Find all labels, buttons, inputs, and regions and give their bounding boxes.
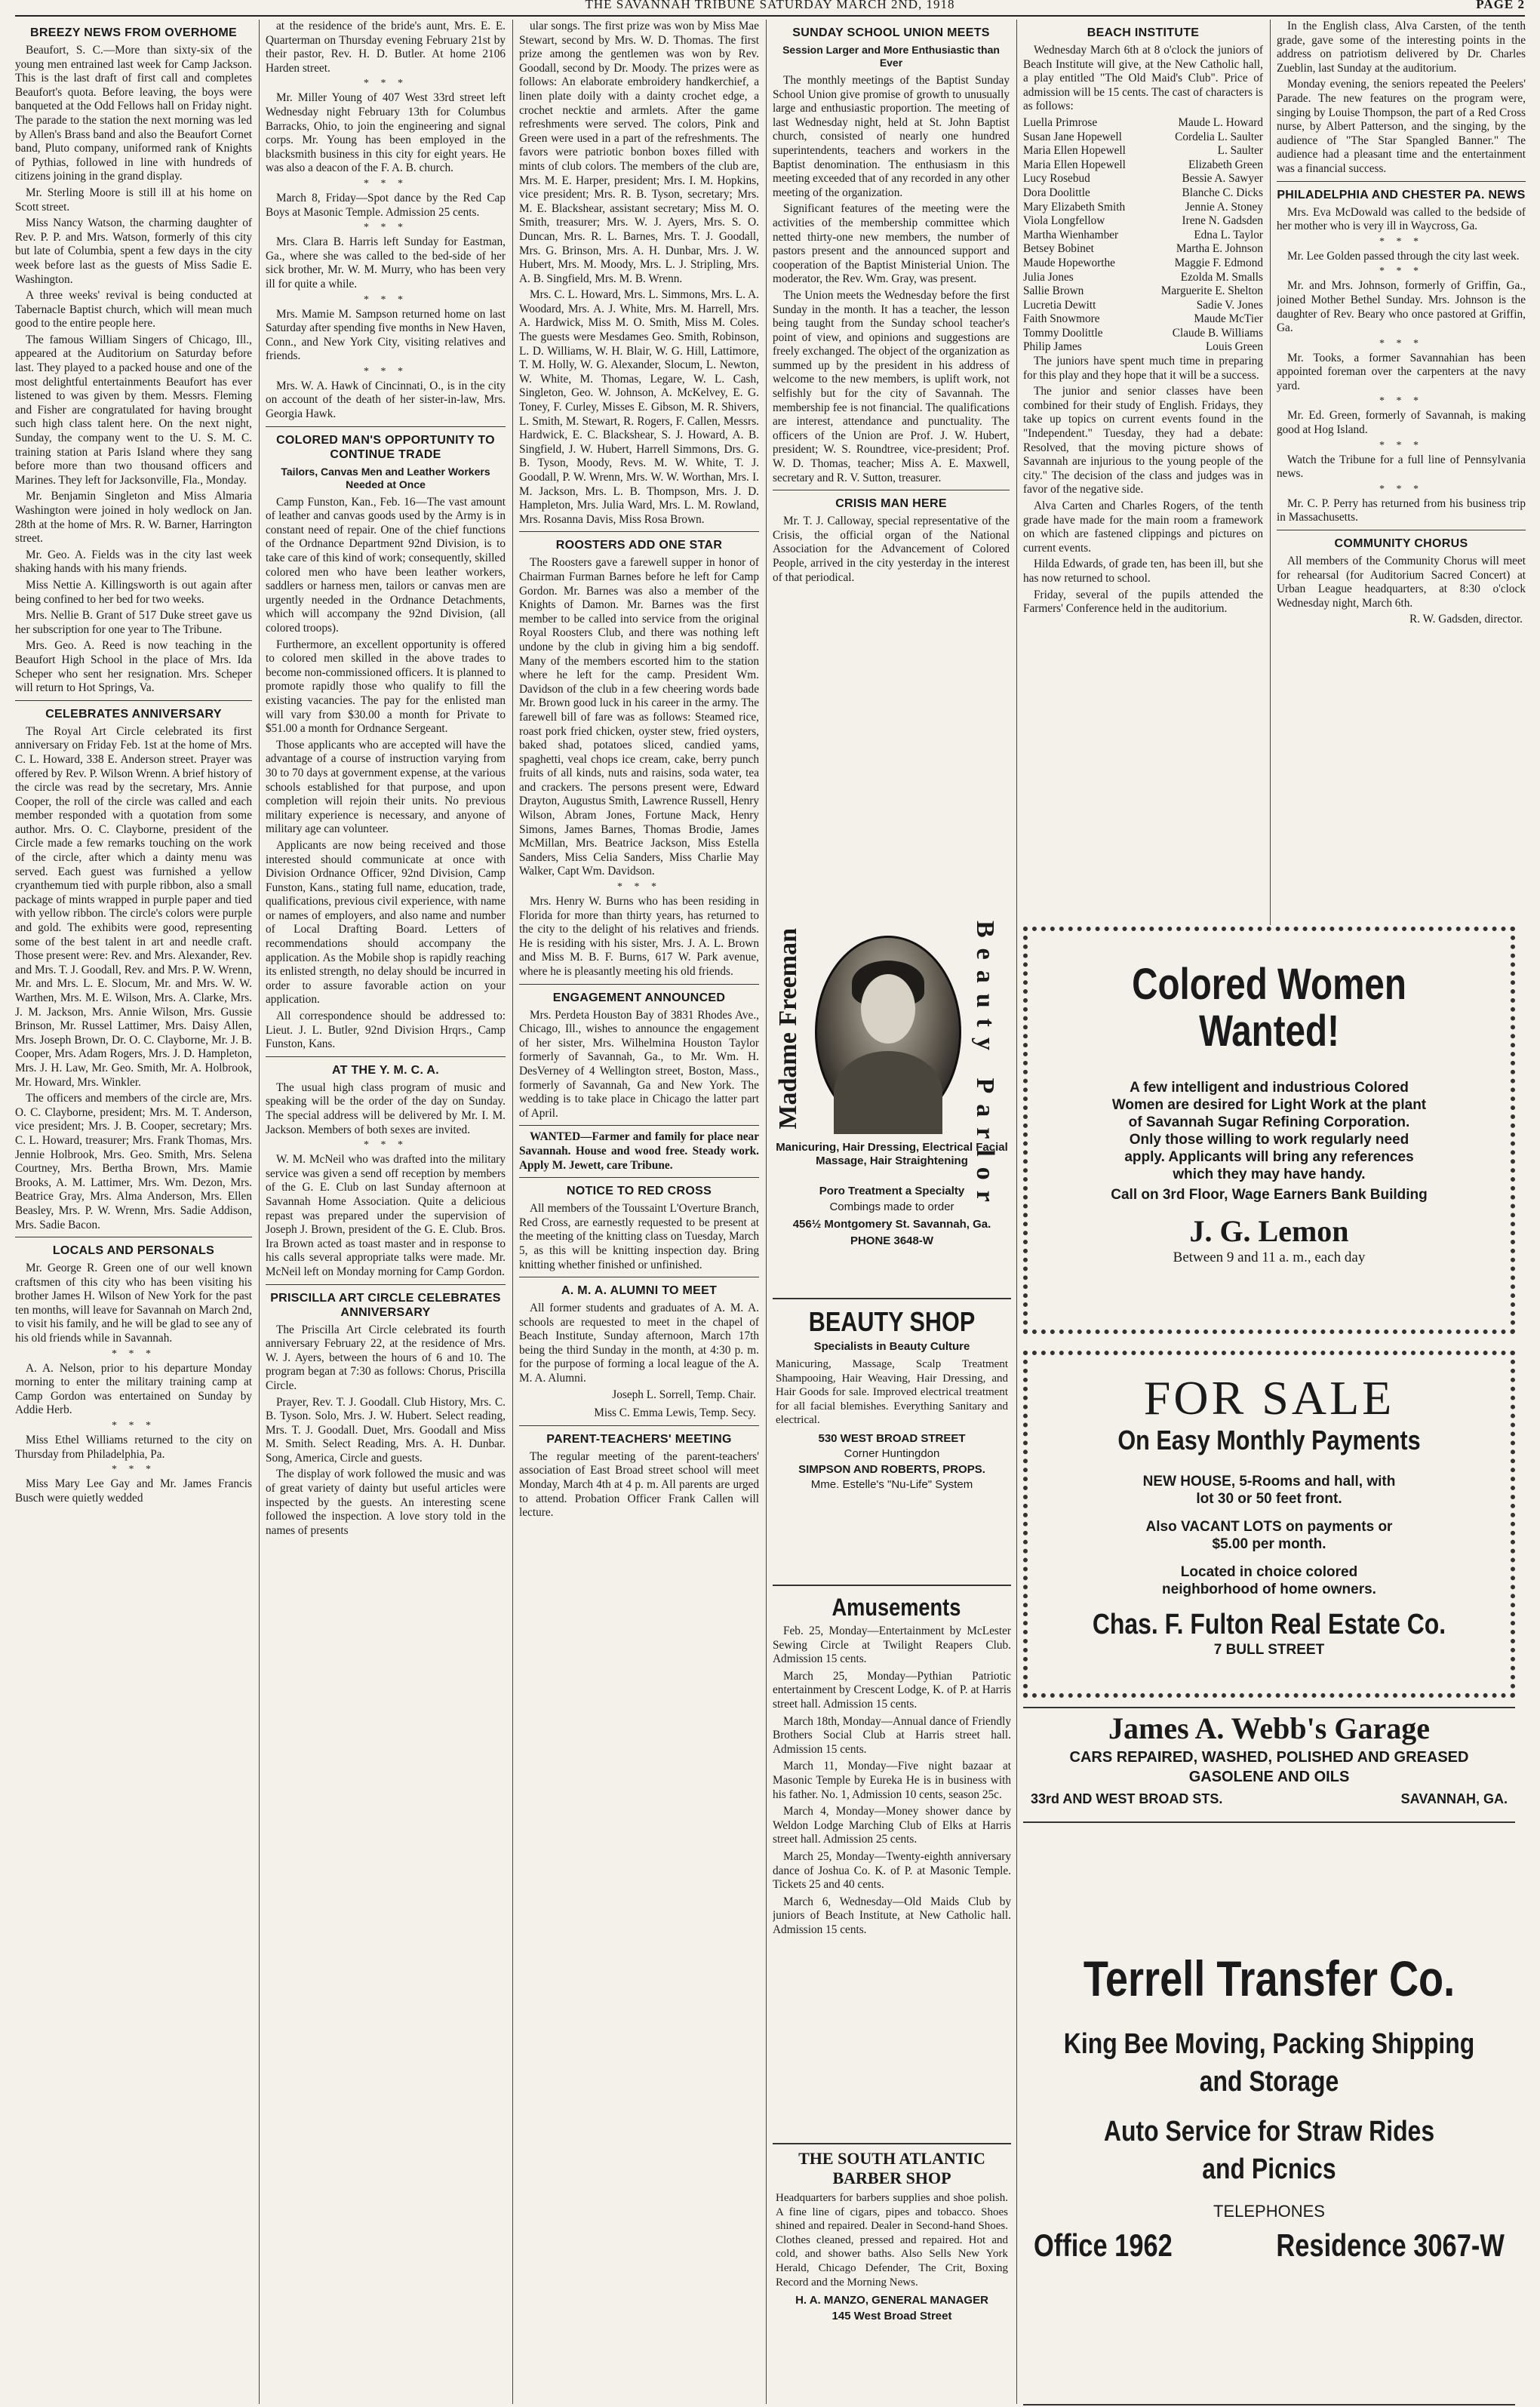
for-sale-name: Chas. F. Fulton Real Estate Co.: [1092, 1609, 1446, 1640]
cast-row: [1023, 257, 1263, 271]
article-paragraph: Mr. and Mrs. Johnson, formerly of Griffin, Ga., joined Mother Bethel Sunday. Mrs. Johnson is the daughter of Rev. Beary who once pastored at Griffin, Ga.: [1277, 279, 1526, 335]
cast-row: [1023, 172, 1263, 186]
colored-women-title1: Colored Women: [1132, 960, 1406, 1009]
cast-role: Philip James: [1023, 340, 1082, 354]
item-separator: * * *: [1379, 483, 1423, 495]
cast-role: Betsey Bobinet: [1023, 242, 1094, 256]
article-paragraph: Alva Carten and Charles Rogers, of the tenth grade have made for the main room a framework on which are fastened clippings and pictures on current events.: [1023, 500, 1263, 555]
cast-role: Susan Jane Hopewell: [1023, 130, 1122, 143]
article-paragraph: The juniors have spent much time in preparing for this play and they hope that it will be a success.: [1023, 355, 1263, 382]
item-separator: * * *: [112, 1420, 155, 1432]
article-paragraph: The Priscilla Art Circle celebrated its fourth anniversary February 22, at the residence of Mrs. W. J. Ayers, between the hours of 6 and 10. The program began at 7:30 as follows: Chorus, Priscilla Circle.: [266, 1323, 506, 1392]
cast-actor: Maude L. Howard: [1178, 115, 1263, 129]
column-divider: [512, 20, 513, 2404]
terrell-transfer-ad: [1023, 1829, 1515, 2405]
colored-women-wanted-ad: [1023, 927, 1515, 1334]
cast-row: [1023, 186, 1263, 201]
for-sale-ad: [1023, 1351, 1515, 1698]
article-paragraph: ular songs. The first prize was won by Miss Mae Stewart, second by Mrs. W. D. Thomas. The first prize among the gentlemen was won by Rev. Goodall, second by Dr. Moody. The prizes were as follows: An elaborate embroidery handkerchief, a linen plate doily with a dainty crochet edge, a crochet necktie and armlets. After the game refreshments were served. The colors, Pink and Green were used in a part of the refreshments. The favors were patriotic bonbon boxes filled with mints of club colors. The members of the club are, Mrs. M. E. Harper, president; Mrs. I. M. Hopkins, vice president; Mrs. R. B. Tyson, secretary; Mrs. M. E. Blackshear, assistant secretary; Miss M. O. Smith, treasurer; Mrs. W. J. Ayers, Mrs. S. O. Duncan, Mrs. R. L. Barnes, Mrs. T. J. Goodall, Mrs. G. Brinson, Mrs. A. H. Dunbar, Mrs. J. W. Hubert, Mrs. M. Moody, Mrs. L. J. Stripling, Mrs. A. B. Singfield, Mrs. M. B. Wrenn.: [519, 20, 759, 285]
for-sale-sub: On Easy Monthly Payments: [1117, 1425, 1421, 1456]
beauty-parlor-ad: [773, 905, 1011, 1299]
cast-row: [1023, 131, 1263, 145]
amusement-item: Feb. 25, Monday—Entertainment by McLester Sewing Circle at Twilight Reapers Club. Admission 15 cents.: [773, 1625, 1011, 1666]
beauty-parlor-combs: Combings made to order: [829, 1200, 954, 1213]
article-paragraph: March 8, Friday—Spot dance by the Red Cap Boys at Masonic Temple. Admission 25 cents.: [266, 191, 506, 219]
article-paragraph: The display of work followed the music and was of great variety of dainty but useful articles were inspected by the guests. An interesting scene followed the inspection. A love story told in the names of presents: [266, 1468, 506, 1537]
article-paragraph: The Royal Art Circle celebrated its first anniversary on Friday Feb. 1st at the home of Mrs. C. L. Howard, 338 E. Anderson street. Prayer was offered by Rev. P. Wilson Wrenn. A brief history of the circle was read by the secretary, Mrs. Annie Cooper, the roll of the circle was called and each member responded with a quotation from some author. Mrs. O. C. Clayborne, president of the Circle made a few remarks touching on the work of the circle, after which a dainty menu was served. Each guest was furnished a yellow cryanthemum tied with purple ribbon, also a small package of mints wrapped in purple paper and tied with yellow ribbon. The circle's colors were purple and gold. The exhibits were good, representing some of the best talent in art and needle craft. Those present were: Rev. and Mrs. Alexander, Rev. and Mrs. T. J. Goodall, Rev. and Mrs. P. W. Wrenn, Mr. and Mrs. L. E. Slocum, Mr. and Mrs. W. W. Warthen, Mrs. M. E. Wilson, Mrs. A. Clarke, Mrs. J. M. Jackson, Mrs. Annie Wilson, Mrs. Gussie Brinson, Mr. Russel Lattimer, Mrs. Daisy Allen, Mrs. Joseph Brown, Dr. O. C. Clayborne, Mr. J. B. Cooper, Mrs. Adam Rogers, Mrs. J. D. Hampleton, Mrs. J. H. Law, Mr. Geo. Smith, Mr. A. Holbrook, Mr. Howard, Mrs. Winkler.: [15, 724, 252, 1089]
barber-shop-manager: H. A. MANZO, GENERAL MANAGER: [795, 2294, 988, 2307]
barber-shop-address: 145 West Broad Street: [831, 2310, 952, 2323]
article-paragraph: Hilda Edwards, of grade ten, has been ill, but she has now returned to school.: [1023, 558, 1263, 585]
garage-address-right: SAVANNAH, GA.: [1400, 1791, 1508, 1806]
article-headline: CELEBRATES ANNIVERSARY: [45, 707, 222, 721]
for-sale-address: 7 BULL STREET: [1213, 1642, 1325, 1658]
article-paragraph: All former students and graduates of A. M. A. schools are requested to meet in the chapel of Beach Institute, Sunday afternoon, March 17th being the third Sunday in the month, at 4:30 p. m. for the purpose of forming a local league of the A. M. A. Alumni.: [519, 1302, 759, 1385]
cast-role: Maria Ellen Hopewell: [1023, 158, 1126, 171]
cast-role: Viola Longfellow: [1023, 214, 1105, 228]
cast-role: Maria Ellen Hopewell: [1023, 144, 1126, 158]
cast-row: [1023, 242, 1263, 257]
amusement-item: March 4, Monday—Money shower dance by Weldon Lodge Marching Club of Elks at Harris street hall. Admission 25 cents.: [773, 1805, 1011, 1846]
section-rule: [266, 1284, 506, 1285]
article-paragraph: Mr. T. J. Calloway, special representative of the Crisis, the official organ of the National Association for the Advancement of Colored People, arrived in the city yesterday in the interest of that periodical.: [773, 515, 1010, 584]
column-divider: [1016, 905, 1017, 2404]
article-paragraph: The officers and members of the circle are, Mrs. O. C. Clayborne, president; Mrs. M. T. Anderson, vice president; Mrs. J. B. Cooper, secretary; Mrs. C. L. Howard, treasurer; Mrs. Frank Thomas, Mrs. Jennie Holbrook, Mrs. Geo. Smith, Mrs. Selena Courtney, Mrs. Bertha Brown, Mrs. Mamie Brooks, A. M. Lattimer, Mrs. Wm. Dezon, Mrs. Beatrice Gray, Mrs. Alma Anderson, Mrs. Ellen Beasley, Mrs. P. W. Wrenn, Mrs. Sadie Addison, Mrs. Sadie Bacon.: [15, 1092, 252, 1231]
cast-role: Maude Hopeworthe: [1023, 256, 1115, 269]
item-separator: * * *: [364, 177, 407, 189]
section-rule: [266, 1056, 506, 1057]
cast-role: Sallie Brown: [1023, 284, 1084, 298]
article-paragraph: Mrs. Mamie M. Sampson returned home on last Saturday after spending five months in New Haven, Conn., and New York City, visiting relatives and friends.: [266, 307, 506, 363]
article-paragraph: All members of the Community Chorus will meet for rehearsal (for Auditorium Sacred Concert) at Urban League headquarters, at 8:30 o'clock Wednesday night, March 6th.: [1277, 555, 1526, 610]
cast-role: Lucretia Dewitt: [1023, 298, 1096, 312]
cast-actor: Ezolda M. Smalls: [1180, 270, 1263, 284]
cast-row: [1023, 299, 1263, 313]
signature-line: Joseph L. Sorrell, Temp. Chair.: [612, 1388, 756, 1401]
cast-row: [1023, 271, 1263, 285]
amusement-item: March 25, Monday—Pythian Patriotic entertainment by Crescent Lodge, K. of P. at Harris street hall. Admission 15 cents.: [773, 1669, 1011, 1711]
beauty-shop-body: Manicuring, Massage, Scalp Treatment Shampooing, Hair Weaving, Hair Dressing, and Hair Goods for sale. Improved electrical treatment for all facial blemishes. Everything Sanitary and electrical.: [776, 1358, 1008, 1427]
column-divider: [1270, 20, 1271, 925]
masthead-line: THE SAVANNAH TRIBUNE SATURDAY MARCH 2ND, 1918: [585, 0, 955, 11]
cast-row: [1023, 214, 1263, 229]
article-paragraph: Furthermore, an excellent opportunity is offered to colored men skilled in the above trades to become non-commissioned officers. It is planned to promote rapidly those who qualify to fill the existing vacancies. The pay for the enlisted man will vary from $30.00 a month for Private to $51.00 a month for Ordnance Sergeant.: [266, 638, 506, 736]
item-separator: * * *: [112, 1348, 155, 1360]
article-paragraph: Friday, several of the pupils attended the Farmers' Conference held in the auditorium.: [1023, 588, 1263, 616]
article-paragraph: Mrs. Nellie B. Grant of 517 Duke street gave us her subscription for one year to The Tribune.: [15, 609, 252, 636]
article-paragraph: W. M. McNeil who was drafted into the military service was given a send off reception by members of the G. E. Club on last Sunday afternoon at Savannah Home Association. Quite a delicious repast was prepared under the supervision of Joseph J. Brown, president of the G. E. Club. Bros. Ira Brown acted as toast master and in response to his calls several appropriate talks were made. Mr. McNeil left on Monday morning for Camp Gordon.: [266, 1153, 506, 1278]
article-paragraph: Mr. Benjamin Singleton and Miss Almaria Washington were joined in holy wedlock on Jan. 28th at the home of Mrs. R. W. Barner, Harrington street.: [15, 490, 252, 546]
article-paragraph: Applicants are now being received and those interested should communicate at once with Division Ordnance Officer, 92nd Division, Camp Funston, Kans., stating full name, education, trade, qualifications, previous civil experience, with name or names of employers, and also name and number of Local Drafting Board. Letters of recommendations should accompany the application. As the Mobile shop is rapidly reaching its enlisted strength, no delay should be incurred in order to assure favorable action on your application.: [266, 838, 506, 1007]
article-paragraph: Mr. C. P. Perry has returned from his business trip in Massachusetts.: [1277, 496, 1526, 524]
section-rule: [519, 984, 759, 985]
section-rule: [519, 1425, 759, 1426]
article-paragraph: Mrs. Eva McDowald was called to the bedside of her mother who is very ill in Waycross, Ga.: [1277, 205, 1526, 233]
article-headline: COLORED MAN'S OPPORTUNITY TO CONTINUE TRADE: [276, 433, 495, 461]
article-headline: COMMUNITY CHORUS: [1334, 537, 1468, 551]
garage-sub2: GASOLENE AND OILS: [1188, 1769, 1350, 1785]
cast-row: [1023, 116, 1263, 131]
column-5: [1023, 20, 1263, 925]
beauty-shop-props: SIMPSON AND ROBERTS, PROPS.: [798, 1462, 985, 1476]
beauty-parlor-title: Beauty Parlor: [971, 921, 999, 1213]
article-paragraph: Beaufort, S. C.—More than sixty-six of the young men entrained last week for Camp Jackson. This is the last draft of first call and completes Beaufort's quota. Before leaving, the boys were banqueted at the Odd Fellows hall on Friday night. The parade to the station the next morning was led by Allen's Brass band and also the Beaufort Cornet band, Pluto company, uniformed rank of Knights of Pythias, followed in line with hundreds of citizens joining in the grand display.: [15, 44, 252, 183]
article-headline: BEACH INSTITUTE: [1087, 26, 1200, 39]
article-paragraph: Miss Nancy Watson, the charming daughter of Rev. P. P. and Mrs. Watson, formerly of this city but late of Columbia, spent a few days in the city week before last as the guests of Miss Sadie E. Washington.: [15, 217, 252, 286]
article-paragraph: Mr. Sterling Moore is still ill at his home on Scott street.: [15, 186, 252, 214]
article-paragraph: A three weeks' revival is being conducted at Tabernacle Baptist church, which will mean much good to the entire people here.: [15, 289, 252, 330]
article-paragraph: Miss Nettie A. Killingsworth is out again after being confined to her bed for two weeks.: [15, 578, 252, 606]
column-6: [1277, 20, 1526, 925]
cast-row: [1023, 340, 1263, 355]
article-subheadline: Tailors, Canvas Men and Leather Workers Needed at Once: [281, 465, 490, 490]
cast-row: [1023, 229, 1263, 243]
item-separator: * * *: [364, 365, 407, 377]
beauty-shop-address: 530 WEST BROAD STREET: [818, 1431, 966, 1445]
article-paragraph: The Union meets the Wednesday before the first Sunday in the month. It has a teacher, the lesson being taught from the Sunday school teacher's point of view, and opinions and suggestions are freely exchanged. The object of the organization as summed up by the president in his address of welcome to the new members, is uplift work, not selfishly but for the city of Savannah. The membership fee is not financial. The qualifications are interest, attendance and punctuality. The officers of the Union are Prof. J. W. Hubert, president; W. S. Roundtree, vice-president; Prof. W. D. Thomas, teacher; Miss A. E. Maxwell, secretary and R. V. Sutton, treasurer.: [773, 288, 1010, 484]
cast-role: Dora Doolittle: [1023, 186, 1090, 199]
beauty-shop-corner: Corner Huntingdon: [844, 1446, 940, 1460]
madame-freeman-portrait: [815, 936, 961, 1129]
article-subheadline: Session Larger and More Enthusiastic than Ever: [782, 44, 1000, 69]
for-sale-house: NEW HOUSE, 5-Rooms and hall, with lot 30 or 50 feet front.: [1142, 1474, 1396, 1507]
column-2: [266, 20, 506, 2404]
article-paragraph: Mr. Lee Golden passed through the city last week.: [1287, 249, 1520, 263]
section-rule: [519, 1177, 759, 1178]
cast-role: Tommy Doolittle: [1023, 326, 1103, 340]
colored-women-hours: Between 9 and 11 a. m., each day: [1173, 1250, 1366, 1265]
article-headline: BREEZY NEWS FROM OVERHOME: [30, 26, 237, 39]
article-paragraph: Mr. Ed. Green, formerly of Savannah, is making good at Hog Island.: [1277, 409, 1526, 437]
cast-actor: Maude McTier: [1194, 312, 1263, 326]
article-paragraph: Monday evening, the seniors repeated the Peelers' Parade. The new features on the program were, singing by Louise Thompson, the part of a Red Cross nurse, by Albert Patterson, and the singing, by the audience of "The Star Spangled Banner." The audience had a pleasant time and the entertainment was a financial success.: [1277, 78, 1526, 175]
cast-actor: Blanche C. Dicks: [1182, 186, 1263, 199]
cast-role: Martha Wienhamber: [1023, 228, 1119, 241]
article-headline: ROOSTERS ADD ONE STAR: [555, 539, 723, 552]
terrell-office-phone: Office 1962: [1034, 2227, 1173, 2263]
item-separator: * * *: [617, 881, 661, 893]
beauty-shop-title: BEAUTY SHOP: [808, 1306, 976, 1337]
column-divider: [1016, 20, 1017, 970]
colored-women-name: J. G. Lemon: [1189, 1214, 1349, 1248]
beauty-shop-system: Mme. Estelle's "Nu-Life" System: [810, 1477, 973, 1491]
article-paragraph: Mrs. C. L. Howard, Mrs. L. Simmons, Mrs. L. A. Woodard, Mrs. A. J. White, Mrs. M. Harrell, Mrs. A. Hardwick, Miss M. O. Smith, Miss M. Coles. The guests were Mesdames Geo. Smith, Robinson, L. D. Williams, W. H. Blair, W. G. Hill, Lattimore, T. M. Holly, W. G. Alexander, Slocum, L. Newton, W. White, M. Thomas, Legare, W. L. Cash, Singleton, Geo. W. Johnson, A. McKelvey, E. G. Toney, F. Curley, Misses E. Gibson, M. R. Shivers, L. Smith, M. Stewart, R. Rogers, F. Callen, Messrs. Hardwick, E. C. Blackshear, S. J. Howard, A. B. Singfield, J. W. Hubert, Harrell Simmons, Drs. G. B. Tyson, Moody, Revs. M. W. White, T. J. Goodall, P. W. Wrenn, Mrs. W. W. Worthan, Mrs. I. M. Jackson, Mrs. L. B. Thompson, Mrs. J. D. Hampleton, Mrs. Julia Ward, Mrs. L. M. Rowland, Mrs. Rosanna Davis, Miss Rosa Brown.: [519, 288, 759, 526]
cast-row: [1023, 201, 1263, 215]
column-4: [773, 20, 1010, 902]
article-paragraph: Mr. Geo. A. Fields was in the city last week shaking hands with his many friends.: [15, 548, 252, 576]
barber-shop-body: Headquarters for barbers supplies and shoe polish. A fine line of cigars, pipes and tobacco. Shoes shined and repaired. Dealer in Second-hand Shoes. Clothes cleaned, pressed and repaired. Hot and cold, and shower baths. Also Sells New York Herald, Chicago Defender, The Crit, Boxing Record and the Morning News.: [776, 2192, 1008, 2289]
article-paragraph: Mr. Tooks, a former Savannahian has been appointed foreman over the carpenters at the navy yard.: [1277, 351, 1526, 392]
item-separator: * * *: [1379, 235, 1423, 247]
cast-row: [1023, 158, 1263, 173]
amusement-item: March 25, Monday—Twenty-eighth anniversary dance of Joshua Co. K. of P. at Masonic Temple. Tickets 25 and 40 cents.: [773, 1849, 1011, 1892]
cast-role: Faith Snowmore: [1023, 312, 1100, 326]
cast-role: Mary Elizabeth Smith: [1023, 200, 1126, 214]
article-headline: PRISCILLA ART CIRCLE CELEBRATES ANNIVERSARY: [270, 1291, 501, 1319]
item-separator: * * *: [1379, 337, 1423, 349]
cast-row: [1023, 144, 1263, 158]
beauty-parlor-method: Poro Treatment a Specialty: [819, 1185, 965, 1197]
colored-women-title2: Wanted!: [1199, 1007, 1339, 1056]
article-paragraph: The regular meeting of the parent-teachers' association of East Broad street school will meet Monday, March 4th at 4 p. m. All parents are urged to attend. Probation Officer Frank Callen will lecture.: [519, 1449, 759, 1520]
section-rule: [15, 700, 252, 701]
article-headline: LOCALS AND PERSONALS: [52, 1244, 215, 1258]
section-rule: [266, 426, 506, 427]
article-paragraph: WANTED—Farmer and family for place near Savannah. House and wood free. Steady work. Apply M. Jewett, care Tribune.: [519, 1130, 759, 1172]
cast-actor: Edna L. Taylor: [1194, 228, 1263, 241]
signature-line: Miss C. Emma Lewis, Temp. Secy.: [594, 1406, 756, 1420]
article-paragraph: Miss Ethel Williams returned to the city on Thursday from Philadelphia, Pa.: [15, 1434, 252, 1461]
beauty-parlor-services: Manicuring, Hair Dressing, Electrical Facial Massage, Hair Straightening: [776, 1141, 1008, 1167]
beauty-parlor-address: 456½ Montgomery St. Savannah, Ga.: [792, 1218, 991, 1231]
column-1: [15, 20, 252, 2404]
article-paragraph: All members of the Toussaint L'Overture Branch, Red Cross, are earnestly requested to be present at the meeting of the knitting class on Tuesday, March 5, as this will be knitting inspection day. Bring knitting whether finished or unfinished.: [519, 1202, 759, 1271]
cast-role: Lucy Rosebud: [1023, 172, 1090, 186]
section-rule: [519, 1125, 759, 1126]
cast-actor: Elizabeth Green: [1188, 158, 1263, 171]
cast-role: Luella Primrose: [1023, 115, 1098, 129]
cast-actor: Sadie V. Jones: [1196, 298, 1263, 312]
article-headline: A. M. A. ALUMNI TO MEET: [561, 1284, 718, 1298]
column-divider: [259, 20, 260, 2404]
amusements-section: [773, 1592, 1011, 2135]
webbs-garage-ad: [1023, 1707, 1515, 1823]
article-headline: PHILADELPHIA AND CHESTER PA. NEWS: [1277, 188, 1526, 201]
article-paragraph: Those applicants who are accepted will have the advantage of a course of instruction varying from 30 to 70 days at government expense, at the various schools established for that purpose, and upon completion will rejoin their units. No previous military experience is necessary, and anyone of military age can volunteer.: [266, 738, 506, 836]
article-paragraph: A. A. Nelson, prior to his departure Monday morning to enter the military training camp at Camp Gordon was entertained on Sunday by Addie Herb.: [15, 1361, 252, 1417]
terrell-line3: Auto Service for Straw Rides: [1103, 2116, 1435, 2147]
for-sale-located: Located in choice colored neighborhood of home owners.: [1162, 1564, 1376, 1597]
section-rule: [1277, 181, 1526, 182]
beauty-shop-sub: Specialists in Beauty Culture: [813, 1340, 970, 1353]
item-separator: * * *: [1379, 395, 1423, 407]
cast-actor: Maggie F. Edmond: [1174, 256, 1263, 269]
article-headline: SUNDAY SCHOOL UNION MEETS: [792, 26, 990, 39]
column-3: [519, 20, 759, 2404]
beauty-parlor-phone: PHONE 3648-W: [850, 1234, 934, 1247]
beauty-shop-ad: [773, 1305, 1011, 1586]
terrell-line2: and Storage: [1199, 2066, 1339, 2098]
item-separator: * * *: [364, 294, 407, 306]
terrell-title: Terrell Transfer Co.: [1083, 1950, 1455, 2006]
item-separator: * * *: [112, 1464, 155, 1476]
item-separator: * * *: [364, 1139, 407, 1151]
colored-women-body: A few intelligent and industrious Colored Women are desired for Light Work at the plant of Savannah Sugar Refining Corporation. Only those willing to work regularly need apply. Applicants will bring any references which they may have handy.: [1111, 1080, 1427, 1182]
colored-women-call: Call on 3rd Floor, Wage Earners Bank Building: [1111, 1187, 1428, 1203]
article-paragraph: The famous William Singers of Chicago, Ill., appeared at the Auditorium on Saturday before last. They played to a packed house and one of the most delightful entertainments Beaufort has ever listened to was given by them. Messrs. Fleming and Fisher are congratulated for having brought such high class talent here. On the next night, Sunday, the company went to the U. S. M. C. training station at Paris Island where they sang before more than two thousand officers and Marines. They left for Jacksonville, Fla., Monday.: [15, 333, 252, 487]
item-separator: * * *: [1379, 439, 1423, 451]
article-paragraph: All correspondence should be addressed to: Lieut. J. L. Butler, 92nd Division Hrqrs., Camp Funston, Kans.: [266, 1010, 506, 1051]
barber-shop-title: THE SOUTH ATLANTIC BARBER SHOP: [798, 2149, 985, 2187]
article-paragraph: Wednesday March 6th at 8 o'clock the juniors of Beach Institute will give, at the New Catholic hall, a play entitled "The Old Maid's Club". Price of admission will be 15 cents. The cast of characters is as follows:: [1023, 44, 1263, 113]
article-paragraph: Prayer, Rev. T. J. Goodall. Club History, Mrs. C. B. Tyson. Solo, Mrs. J. W. Hubert. Select reading, Mrs. T. J. Goodall. Duet, Mrs. Goodall and Miss M. Smith. Select Reading, Mrs. A. H. Dunbar. Song, America, Circle and guests.: [266, 1395, 506, 1465]
barber-shop-ad: [773, 2143, 1011, 2405]
item-separator: * * *: [1379, 266, 1423, 278]
cast-actor: Louis Green: [1205, 340, 1263, 354]
article-paragraph: In the English class, Alva Carsten, of the tenth grade, gave some of the interesting points in the address on patriotism delivered by Dr. Charles Zueblin, last Sunday at the auditorium.: [1277, 20, 1526, 75]
section-rule: [519, 531, 759, 532]
article-paragraph: Mrs. W. A. Hawk of Cincinnati, O., is in the city on account of the death of her sister-in-law, Mrs. Georgia Hawk.: [266, 379, 506, 421]
article-headline: PARENT-TEACHERS' MEETING: [546, 1432, 732, 1446]
article-headline: CRISIS MAN HERE: [835, 497, 947, 511]
cast-actor: Bessie A. Sawyer: [1182, 172, 1263, 186]
terrell-line1: King Bee Moving, Packing Shipping: [1063, 2028, 1475, 2060]
article-paragraph: The junior and senior classes have been combined for their study of English. Fridays, they take up topics on current events found in the "Independent." Tuesday, they had a debate: Resolved, that the moving picture shows of Savannah are injurious to the young people of the city." The decision of the class and judges was in favor of the negative side.: [1023, 385, 1263, 496]
cast-actor: Marguerite E. Shelton: [1160, 284, 1263, 298]
amusements-list: [773, 1625, 1011, 1937]
article-paragraph: Mrs. Perdeta Houston Bay of 3831 Rhodes Ave., Chicago, Ill., wishes to announce the engagement of her sister, Mrs. Wilhelmina Houston Taylor formerly of Savannah, Ga., to Mr. Wm. H. DesVerney of 4 Wellington street, Boston, Mass., formerly of Savannah, Ga and New York. The wedding is to take place in Chicago the latter part of April.: [519, 1008, 759, 1120]
article-paragraph: Mr. George R. Green one of our well known craftsmen of this city who has been visiting his brother James H. Wilson of New York for the past ten months, will leave for Savannah on March 2nd, to visit his family, and he will be glad to see any of his old friends while in Savannah.: [15, 1262, 252, 1345]
cast-row: [1023, 312, 1263, 327]
amusement-item: March 11, Monday—Five night bazaar at Masonic Temple by Eureka He is in business with his father. No. 1, Admission 10 cents, season 25c.: [773, 1760, 1011, 1801]
signature-line: R. W. Gadsden, director.: [1409, 613, 1523, 626]
cast-actor: Claude B. Williams: [1172, 326, 1263, 340]
article-paragraph: Significant features of the meeting were the activities of the membership committee which netted thirty-one new members, the number of pastors present and the announced support and cooperation of the Baptist Ministerial Union. The moderator, the Rev. Wm. Gray, was present.: [773, 202, 1010, 286]
article-paragraph: The Roosters gave a farewell supper in honor of Chairman Furman Barnes before he left for Camp Gordon. Mr. Barnes was also a member of the Knights of Damon. Mr. Barnes was the first member to be called into service from the original Royal Roosters Club, and there was nothing left undone by the club in giving him a big sendoff. Many of the members escorted him to the station where he left for the camp. President Wm. Davidson of the club in a few cheering words bade Mr. Brown good luck in his career in the army. The farewell bill of fare was as follows: Steamed rice, roast pork fried chicken, oyster stew, fried oysters, baked shad, potatoes sliced, candied yams, spaghetti, veal chops ice cream, cake, berry punch fruits of all kinds, nuts and raisins, soda water, tea and crackers. The persons present were, Edward Drayton, Augustus Smith, Lawrence Russell, Henry Wilson, Abram Jones, Fortune Mack, Henry Simons, James Barnes, Thomas Brodie, James McMillan, Mrs. Beatrice Jackson, Miss Estella Sanders, Miss Celia Sanders, Miss Charlie May Walker, Capt Wm. Davidson.: [519, 556, 759, 878]
cast-actor: Jennie A. Stoney: [1185, 200, 1263, 214]
terrell-telephones: TELEPHONES: [1213, 2202, 1325, 2221]
garage-title: James A. Webb's Garage: [1108, 1711, 1430, 1745]
cast-row: [1023, 284, 1263, 299]
amusement-item: March 6, Wednesday—Old Maids Club by juniors of Beach Institute, at New Catholic hall. Admission 15 cents.: [773, 1895, 1011, 1936]
cast-list: [1023, 116, 1263, 355]
article-paragraph: The monthly meetings of the Baptist Sunday School Union give promise of growth to unusually large and enthusiastic proportion. The meeting of last Wednesday night, held at St. John Baptist church, consisted of nearly one hundred superintendents, teachers and workers in the Baptist denomination. The enthusiasm in this meeting exceeded that of any recorded in any other meeting of the organization.: [773, 74, 1010, 199]
garage-sub1: CARS REPAIRED, WASHED, POLISHED AND GREASED: [1069, 1749, 1469, 1766]
cast-row: [1023, 327, 1263, 341]
article-paragraph: Camp Funston, Kan., Feb. 16—The vast amount of leather and canvas goods used by the Army is in constant need of repair. One of the chief functions of the Ordnance Department 92nd Division, is to take care of this kind of work; consequently, skilled colored men who have been leather workers, saddlers or harness men, tailors or canvas men are urgently needed in the Ordnance Detachments, which will accompany the 92nd Division, (all colored troops).: [266, 495, 506, 635]
article-headline: NOTICE TO RED CROSS: [566, 1185, 712, 1198]
terrell-residence-phone: Residence 3067-W: [1276, 2227, 1505, 2263]
page-number: PAGE 2: [1476, 0, 1525, 11]
column-divider: [766, 20, 767, 2404]
for-sale-lots: Also VACANT LOTS on payments or $5.00 per month.: [1145, 1519, 1393, 1552]
article-paragraph: The usual high class program of music and speaking will be the order of the day on Sunday. The special address will be delivered by Mr. I. M. Jackson. Members of both sexes are invited.: [266, 1081, 506, 1136]
article-paragraph: Mrs. Clara B. Harris left Sunday for Eastman, Ga., where she was called to the bed-side of her sick brother, Mr. W. M. Murry, who has been very ill for quite a while.: [266, 235, 506, 290]
article-paragraph: Mrs. Geo. A. Reed is now teaching in the Beaufort High School in the place of Mrs. Ida Scheper who sent her resignation. Mrs. Scheper will return to Hot Springs, Va.: [15, 639, 252, 695]
amusements-title: Amusements: [831, 1594, 961, 1621]
article-paragraph: Watch the Tribune for a full line of Pennsylvania news.: [1277, 453, 1526, 481]
article-paragraph: at the residence of the bride's aunt, Mrs. E. E. Quarterman on Thursday evening February 21st by their pastor, Rev. H. D. Butler. At home 2106 Harden street.: [266, 20, 506, 75]
cast-actor: Cordelia L. Saulter: [1175, 130, 1263, 143]
amusement-item: March 18th, Monday—Annual dance of Friendly Brothers Social Club at Harris street hall. Admission 15 cents.: [773, 1714, 1011, 1756]
beauty-parlor-name: Madame Freeman: [774, 928, 802, 1130]
cast-actor: Martha E. Johnson: [1176, 242, 1263, 256]
article-paragraph: Mrs. Henry W. Burns who has been residing in Florida for more than thirty years, has returned to the city to the delight of his relatives and friends. He is residing with his sister, Mrs. J. A. L. Brown and Miss M. B. F. Burns, 617 W. Park avenue, where he is pleasantly meeting his old friends.: [519, 895, 759, 978]
article-headline: ENGAGEMENT ANNOUNCED: [552, 991, 726, 1004]
cast-role: Julia Jones: [1023, 270, 1074, 284]
terrell-line4: and Picnics: [1202, 2153, 1336, 2185]
cast-actor: L. Saulter: [1217, 144, 1263, 158]
cast-actor: Irene N. Gadsden: [1182, 214, 1263, 228]
item-separator: * * *: [364, 78, 407, 90]
article-headline: AT THE Y. M. C. A.: [331, 1063, 439, 1077]
article-paragraph: Miss Mary Lee Gay and Mr. James Francis Busch were quietly wedded: [15, 1477, 252, 1505]
article-paragraph: Mr. Miller Young of 407 West 33rd street left Wednesday night February 13th for Columbus Barracks, Ohio, to join the engineering and signal corps. Mr. Young has been employed in the blacksmith business in this city for eight years. He was also a deacon of the F. A. B. church.: [266, 91, 506, 175]
garage-address-left: 33rd AND WEST BROAD STS.: [1031, 1791, 1223, 1806]
page-header: [15, 0, 1525, 17]
for-sale-title: FOR SALE: [1143, 1371, 1395, 1425]
item-separator: * * *: [364, 222, 407, 234]
